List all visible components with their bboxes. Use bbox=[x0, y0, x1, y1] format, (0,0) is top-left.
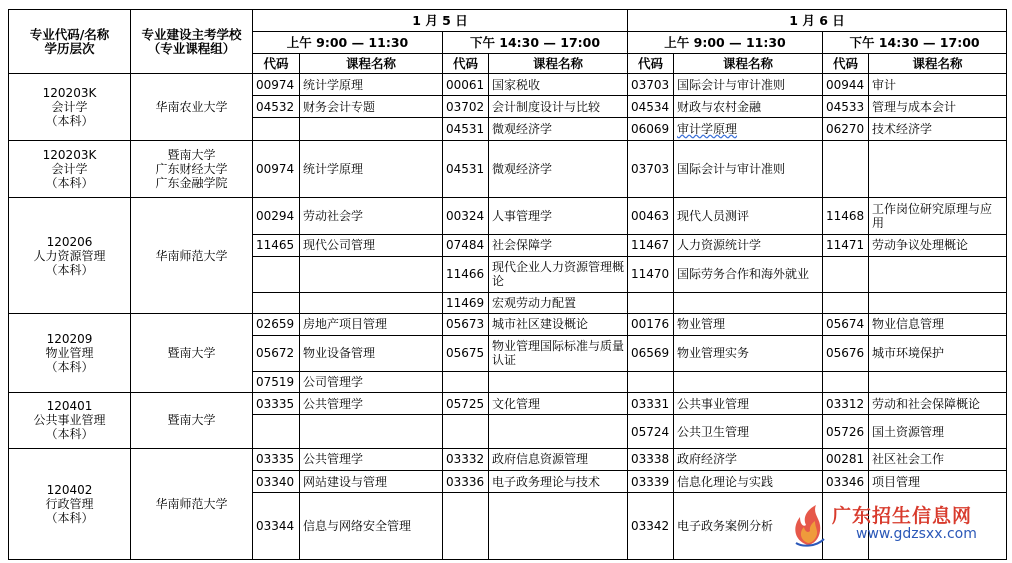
major-cell: 120401 公共事业管理 （本科） bbox=[9, 393, 131, 449]
course-code: 00281 bbox=[823, 448, 869, 470]
course-name: 电子政务理论与技术 bbox=[489, 470, 628, 492]
course-name: 人力资源统计学 bbox=[674, 234, 823, 256]
header-code: 代码 bbox=[253, 54, 300, 74]
table-row bbox=[9, 448, 1007, 470]
course-code: 05672 bbox=[253, 335, 300, 371]
course-name: 国家税收 bbox=[489, 74, 628, 96]
course-name: 公共管理学 bbox=[300, 393, 443, 415]
course-name: 技术经济学 bbox=[869, 118, 1007, 140]
course-code: 05725 bbox=[443, 393, 489, 415]
course-name bbox=[869, 293, 1007, 314]
course-name: 财务会计专题 bbox=[300, 96, 443, 118]
header-code: 代码 bbox=[823, 54, 869, 74]
course-name bbox=[674, 293, 823, 314]
course-name bbox=[300, 415, 443, 448]
course-name bbox=[489, 493, 628, 560]
course-code bbox=[253, 415, 300, 448]
course-code: 05724 bbox=[628, 415, 674, 448]
course-code: 03702 bbox=[443, 96, 489, 118]
course-code bbox=[823, 371, 869, 392]
course-code bbox=[628, 371, 674, 392]
course-name: 劳动争议处理概论 bbox=[869, 234, 1007, 256]
course-name: 宏观劳动力配置 bbox=[489, 293, 628, 314]
course-code bbox=[253, 118, 300, 140]
header-course: 课程名称 bbox=[674, 54, 823, 74]
course-name: 城市环境保护 bbox=[869, 335, 1007, 371]
course-name: 物业设备管理 bbox=[300, 335, 443, 371]
course-name bbox=[300, 256, 443, 292]
header-course: 课程名称 bbox=[300, 54, 443, 74]
table-row bbox=[9, 74, 1007, 96]
course-name: 国际会计与审计准则 bbox=[674, 140, 823, 198]
table-row bbox=[9, 198, 1007, 234]
course-name bbox=[489, 371, 628, 392]
course-code: 11469 bbox=[443, 293, 489, 314]
course-code: 03312 bbox=[823, 393, 869, 415]
course-code: 04531 bbox=[443, 140, 489, 198]
course-code: 04534 bbox=[628, 96, 674, 118]
course-code: 00061 bbox=[443, 74, 489, 96]
course-name: 社区社会工作 bbox=[869, 448, 1007, 470]
course-name bbox=[869, 256, 1007, 292]
course-code: 07519 bbox=[253, 371, 300, 392]
course-name: 会计制度设计与比较 bbox=[489, 96, 628, 118]
course-name: 信息化理论与实践 bbox=[674, 470, 823, 492]
course-code: 05673 bbox=[443, 314, 489, 335]
school-cell: 华南师范大学 bbox=[131, 448, 253, 559]
course-code: 03336 bbox=[443, 470, 489, 492]
course-name: 物业管理 bbox=[674, 314, 823, 335]
table-row bbox=[9, 140, 1007, 198]
table-row bbox=[9, 314, 1007, 335]
header-day1-am: 上午 9:00 — 11:30 bbox=[253, 32, 443, 54]
course-name: 网站建设与管理 bbox=[300, 470, 443, 492]
course-code: 07484 bbox=[443, 234, 489, 256]
watermark-url: www.gdzsxx.com bbox=[856, 526, 977, 542]
course-code bbox=[443, 371, 489, 392]
course-code bbox=[823, 293, 869, 314]
course-name: 劳动和社会保障概论 bbox=[869, 393, 1007, 415]
header-course: 课程名称 bbox=[489, 54, 628, 74]
header-day2-am: 上午 9:00 — 11:30 bbox=[628, 32, 823, 54]
course-name: 电子政务案例分析 bbox=[674, 493, 823, 560]
course-code bbox=[823, 140, 869, 198]
course-code: 06569 bbox=[628, 335, 674, 371]
course-code: 06270 bbox=[823, 118, 869, 140]
course-name: 国际会计与审计准则 bbox=[674, 74, 823, 96]
course-name: 国际劳务合作和海外就业 bbox=[674, 256, 823, 292]
course-name: 房地产项目管理 bbox=[300, 314, 443, 335]
header-major: 专业代码/名称 学历层次 bbox=[9, 10, 131, 74]
course-code: 04533 bbox=[823, 96, 869, 118]
course-name: 公司管理学 bbox=[300, 371, 443, 392]
school-cell: 暨南大学 bbox=[131, 393, 253, 449]
course-code: 03703 bbox=[628, 140, 674, 198]
header-code: 代码 bbox=[628, 54, 674, 74]
course-code bbox=[443, 493, 489, 560]
course-code: 05676 bbox=[823, 335, 869, 371]
course-name: 微观经济学 bbox=[489, 118, 628, 140]
course-name: 现代人员测评 bbox=[674, 198, 823, 234]
major-cell: 120206 人力资源管理 （本科） bbox=[9, 198, 131, 314]
course-code: 00463 bbox=[628, 198, 674, 234]
course-name: 统计学原理 bbox=[300, 140, 443, 198]
header-day2-pm: 下午 14:30 — 17:00 bbox=[823, 32, 1007, 54]
course-code bbox=[628, 293, 674, 314]
school-cell: 暨南大学 广东财经大学 广东金融学院 bbox=[131, 140, 253, 198]
major-cell: 120203K 会计学 （本科） bbox=[9, 74, 131, 141]
course-name: 工作岗位研究原理与应用 bbox=[869, 198, 1007, 234]
course-code: 03332 bbox=[443, 448, 489, 470]
course-code: 03344 bbox=[253, 493, 300, 560]
course-name bbox=[489, 415, 628, 448]
course-code: 03342 bbox=[628, 493, 674, 560]
course-code bbox=[443, 415, 489, 448]
header-day1-pm: 下午 14:30 — 17:00 bbox=[443, 32, 628, 54]
course-code: 06069 bbox=[628, 118, 674, 140]
header-course: 课程名称 bbox=[869, 54, 1007, 74]
school-cell: 华南农业大学 bbox=[131, 74, 253, 141]
major-cell: 120209 物业管理 （本科） bbox=[9, 314, 131, 393]
major-cell: 120402 行政管理 （本科） bbox=[9, 448, 131, 559]
course-name bbox=[300, 118, 443, 140]
course-name bbox=[869, 371, 1007, 392]
course-code: 04532 bbox=[253, 96, 300, 118]
course-name bbox=[674, 371, 823, 392]
course-code: 04531 bbox=[443, 118, 489, 140]
watermark-title: 广东招生信息网 bbox=[832, 505, 973, 527]
table-row bbox=[9, 393, 1007, 415]
course-name: 政府信息资源管理 bbox=[489, 448, 628, 470]
course-code: 11470 bbox=[628, 256, 674, 292]
course-name: 公共卫生管理 bbox=[674, 415, 823, 448]
course-code: 11466 bbox=[443, 256, 489, 292]
course-code: 00294 bbox=[253, 198, 300, 234]
course-code: 03346 bbox=[823, 470, 869, 492]
course-name: 统计学原理 bbox=[300, 74, 443, 96]
course-name: 文化管理 bbox=[489, 393, 628, 415]
course-code: 00944 bbox=[823, 74, 869, 96]
course-name: 物业管理国际标准与质量认证 bbox=[489, 335, 628, 371]
course-code: 03339 bbox=[628, 470, 674, 492]
major-cell: 120203K 会计学 （本科） bbox=[9, 140, 131, 198]
course-code: 02659 bbox=[253, 314, 300, 335]
course-name: 国土资源管理 bbox=[869, 415, 1007, 448]
course-name: 物业管理实务 bbox=[674, 335, 823, 371]
course-name: 城市社区建设概论 bbox=[489, 314, 628, 335]
course-code: 03331 bbox=[628, 393, 674, 415]
header-code: 代码 bbox=[443, 54, 489, 74]
course-code bbox=[253, 256, 300, 292]
header-day-2: 1 月 6 日 bbox=[628, 10, 1007, 32]
course-code: 11468 bbox=[823, 198, 869, 234]
course-code: 05675 bbox=[443, 335, 489, 371]
course-code: 11467 bbox=[628, 234, 674, 256]
course-name: 财政与农村金融 bbox=[674, 96, 823, 118]
course-code: 05674 bbox=[823, 314, 869, 335]
course-name: 人事管理学 bbox=[489, 198, 628, 234]
course-name bbox=[300, 293, 443, 314]
course-name: 公共事业管理 bbox=[674, 393, 823, 415]
course-name: 审计 bbox=[869, 74, 1007, 96]
course-code: 00974 bbox=[253, 74, 300, 96]
course-name: 审计学原理 bbox=[674, 118, 823, 140]
course-name: 政府经济学 bbox=[674, 448, 823, 470]
course-name: 项目管理 bbox=[869, 470, 1007, 492]
course-code: 03703 bbox=[628, 74, 674, 96]
course-code: 03335 bbox=[253, 448, 300, 470]
course-name: 信息与网络安全管理 bbox=[300, 493, 443, 560]
course-code: 11465 bbox=[253, 234, 300, 256]
course-code bbox=[823, 256, 869, 292]
course-code: 11471 bbox=[823, 234, 869, 256]
flame-logo-icon bbox=[786, 503, 830, 547]
course-code: 03340 bbox=[253, 470, 300, 492]
course-code: 00974 bbox=[253, 140, 300, 198]
header-school: 专业建设主考学校 （专业课程组） bbox=[131, 10, 253, 74]
course-code: 03335 bbox=[253, 393, 300, 415]
course-name: 微观经济学 bbox=[489, 140, 628, 198]
course-code: 00324 bbox=[443, 198, 489, 234]
course-code: 03338 bbox=[628, 448, 674, 470]
course-code: 05726 bbox=[823, 415, 869, 448]
course-name: 现代企业人力资源管理概论 bbox=[489, 256, 628, 292]
header-day-1: 1 月 5 日 bbox=[253, 10, 628, 32]
course-name bbox=[869, 140, 1007, 198]
school-cell: 暨南大学 bbox=[131, 314, 253, 393]
site-watermark bbox=[786, 499, 986, 549]
course-name: 现代公司管理 bbox=[300, 234, 443, 256]
school-cell: 华南师范大学 bbox=[131, 198, 253, 314]
course-name: 公共管理学 bbox=[300, 448, 443, 470]
course-code: 00176 bbox=[628, 314, 674, 335]
course-code bbox=[253, 293, 300, 314]
course-name: 社会保障学 bbox=[489, 234, 628, 256]
course-name: 劳动社会学 bbox=[300, 198, 443, 234]
course-name: 管理与成本会计 bbox=[869, 96, 1007, 118]
exam-schedule-table bbox=[8, 9, 1007, 560]
course-name: 物业信息管理 bbox=[869, 314, 1007, 335]
